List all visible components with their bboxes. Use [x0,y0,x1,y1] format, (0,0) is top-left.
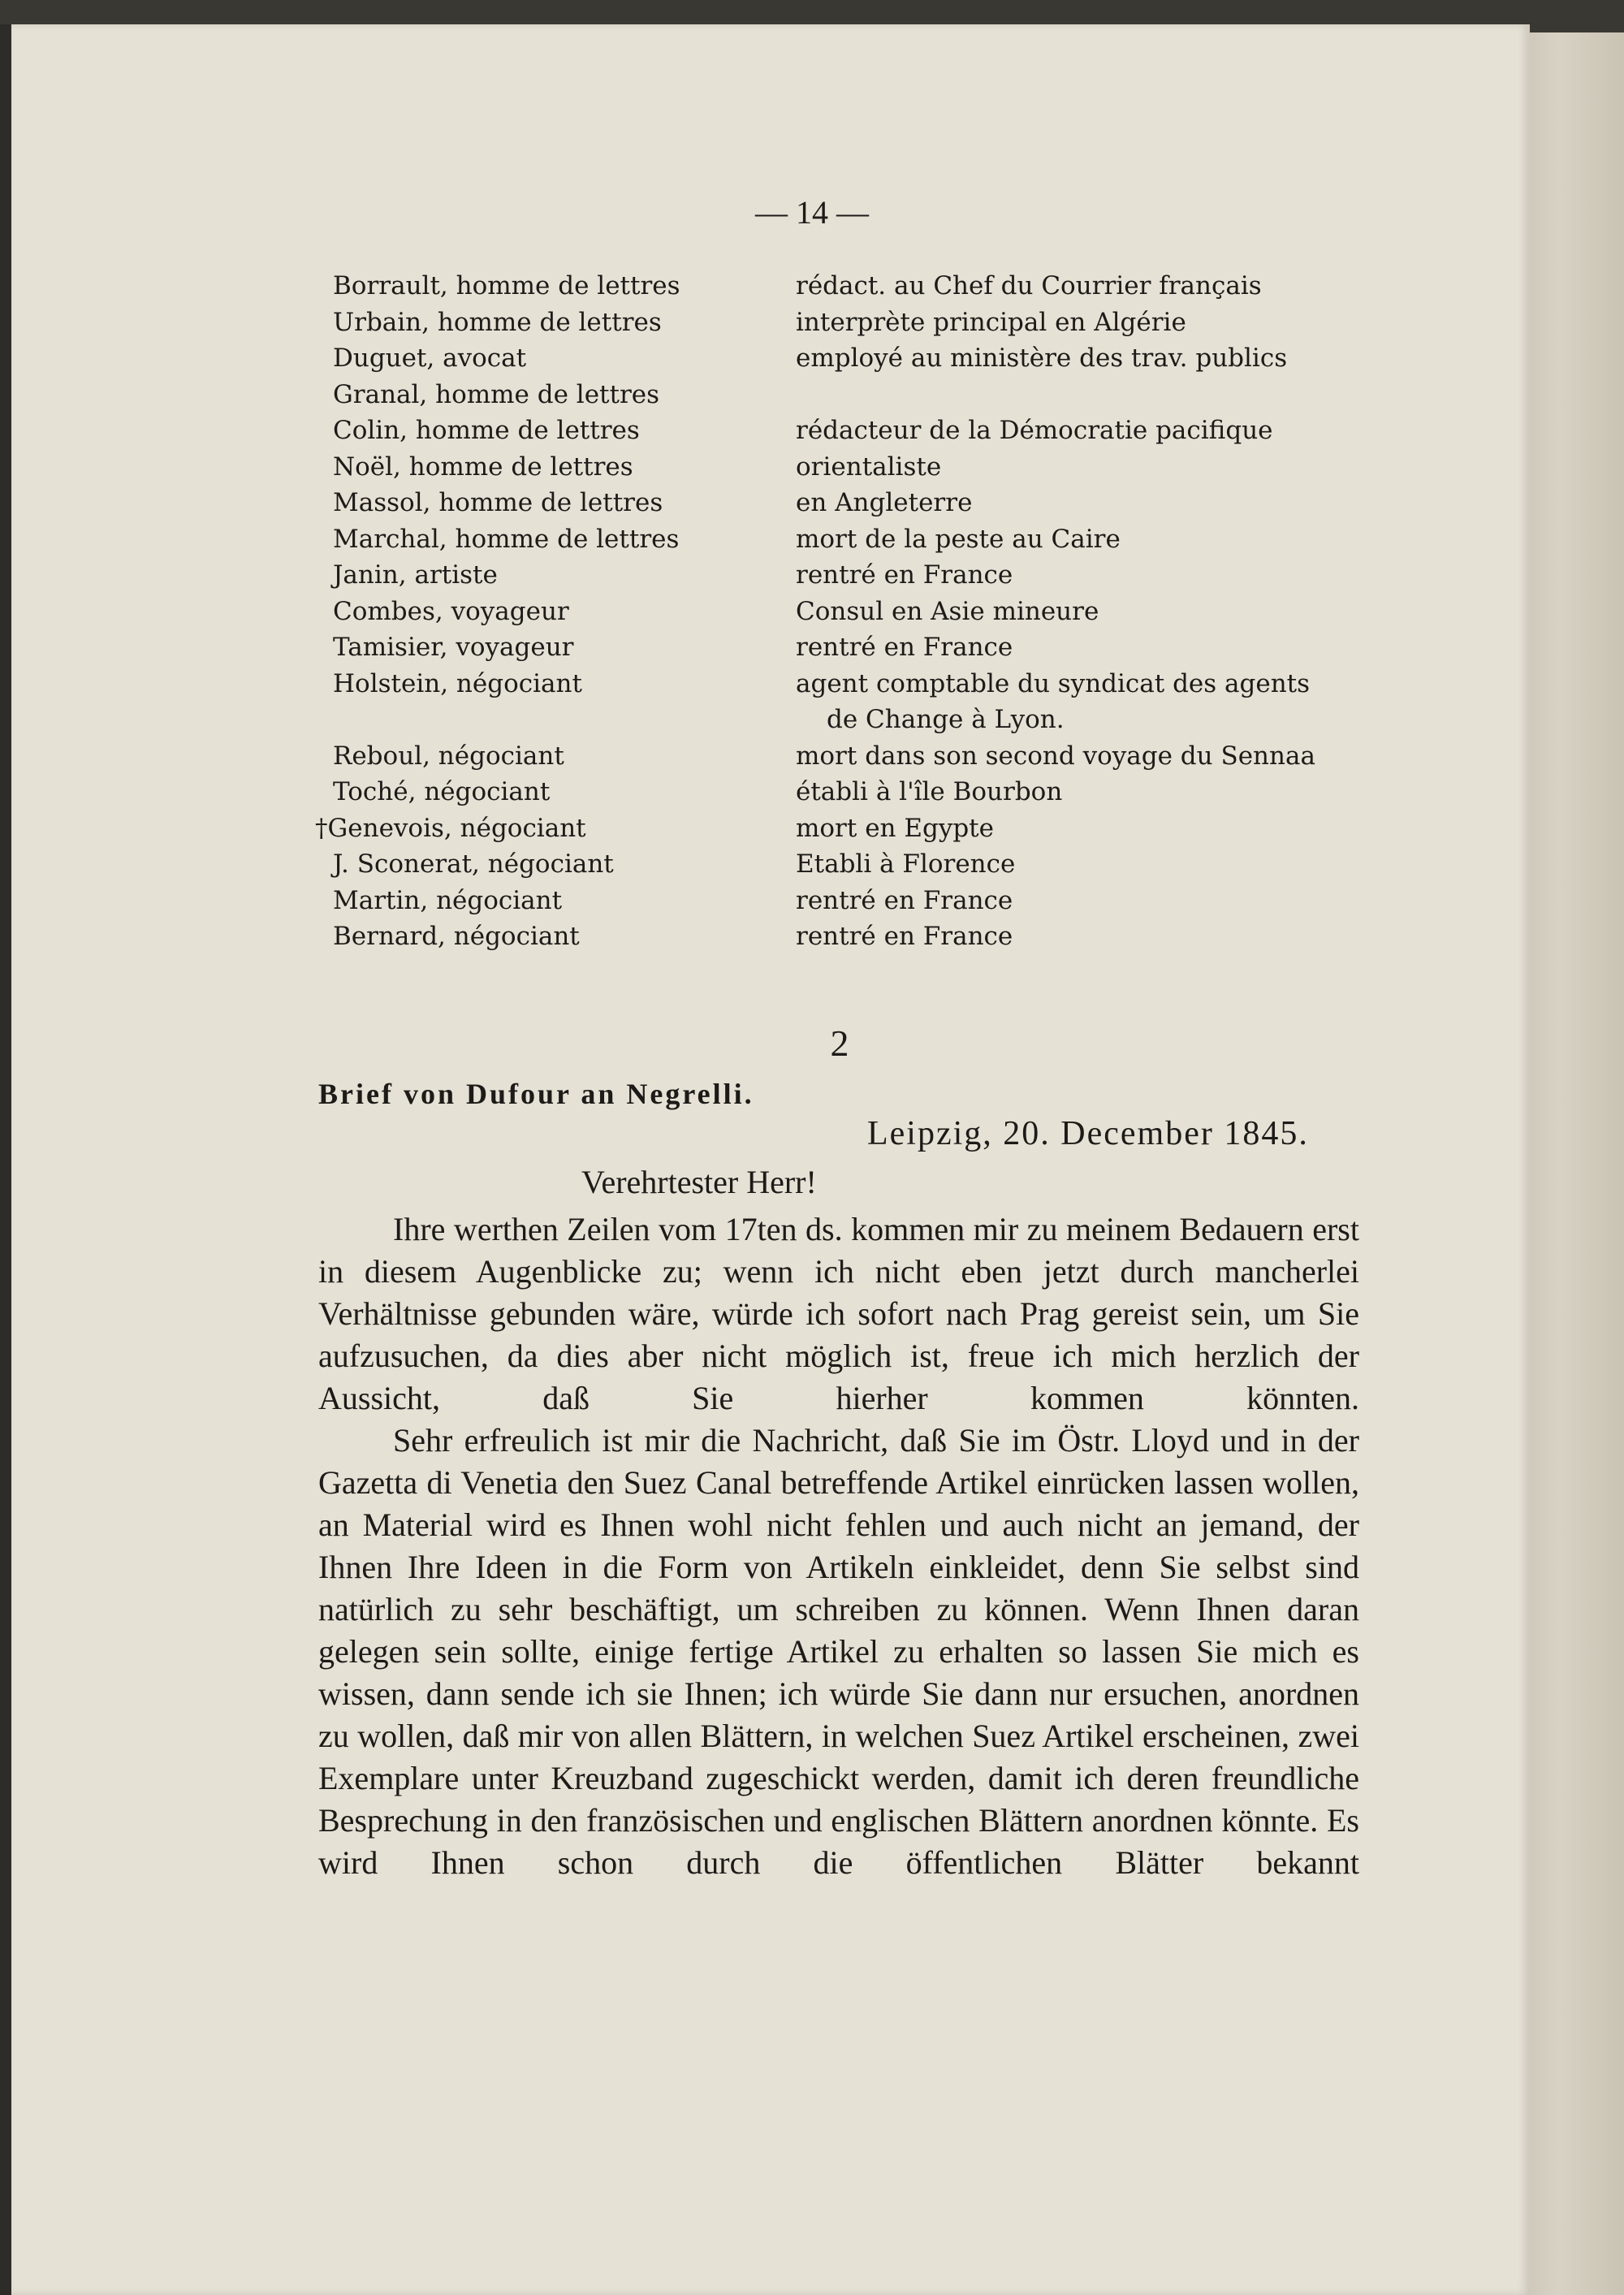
roster-name: Massol, homme de lettres [333,488,663,517]
roster-note-continued: de Change à Lyon. [827,705,1065,734]
roster-note: rentré en France [796,560,1013,590]
letter-body [318,1208,1359,1884]
roster-note: employé au ministère des trav. publics [796,344,1288,373]
roster-name: Combes, voyageur [333,596,569,626]
roster-name: Reboul, négociant [333,741,564,771]
roster-note: Consul en Asie mineure [796,596,1099,626]
page-number: — 14 — [755,194,869,231]
roster-name: Bernard, négociant [333,922,580,951]
roster-names-column [315,268,771,955]
letter-salutation: Verehrtester Herr! [581,1164,817,1200]
roster-name: Toché, négociant [333,777,551,806]
roster-note: mort en Egypte [796,813,994,843]
letter-paragraph: Ihre werthen Zeilen vom 17ten ds. kommen mir zu meinem Bedauern erst in diesem Augenblicke zu; wenn ich nicht eben jetzt durch mancherlei Verhältnisse gebunden wäre, würde ich sofort nach Prag gereist sein, um Sie aufzusuchen, da dies aber nicht möglich ist, freue ich mich herzlich der Aussicht, daß Sie hierher kommen könnten. [318,1211,1359,1416]
roster-name: Holstein, négociant [333,668,582,698]
roster-notes-column [796,268,1380,955]
roster-name: J. Sconerat, négociant [333,849,614,879]
roster-note: rentré en France [796,922,1013,951]
section-number: 2 [830,1022,849,1064]
roster-spacer [333,702,771,738]
roster-note: agent comptable du syndicat des agents [796,668,1311,698]
roster-spacer [796,377,1380,413]
roster-name: Borrault, homme de lettres [333,271,680,300]
roster-name: Tamisier, voyageur [333,633,574,662]
roster-name: Janin, artiste [333,560,498,590]
roster-note: rédacteur de la Démocratie pacifique [796,416,1273,445]
roster-note: rentré en France [796,633,1013,662]
roster-name-deceased: †Genevois, négociant [315,813,586,843]
roster-note: rédact. au Chef du Courrier français [796,271,1262,300]
roster-note: rentré en France [796,885,1013,915]
roster-name: Urbain, homme de lettres [333,307,662,337]
roster-name: Martin, négociant [333,885,563,915]
letter-place-date: Leipzig, 20. December 1845. [867,1115,1309,1152]
roster-name: Noël, homme de lettres [333,452,633,482]
book-binding [0,24,11,2295]
roster-note: mort de la peste au Caire [796,524,1121,554]
roster-note: mort dans son second voyage du Sennaa [796,741,1315,771]
roster-name: Duguet, avocat [333,344,527,373]
roster-note: orientaliste [796,452,942,482]
roster-name: Granal, homme de lettres [333,379,660,409]
next-page-edge [1530,32,1624,2295]
letter-paragraph: Sehr erfreulich ist mir die Nachricht, daß Sie im Östr. Lloyd und in der Gazetta di Venetia den Suez Canal betreffende Artikel einrücken lassen wollen, an Material wird es Ihnen wohl nicht fehlen und auch nicht an jemand, der Ihnen Ihre Ideen in die Form von Artikeln einkleidet, denn Sie selbst sind natürlich zu sehr beschäftigt, um schreiben zu können. Wenn Ihnen daran gelegen sein sollte, einige fertige Artikel zu erhalten so lassen Sie mich es wissen, dann sende ich sie Ihnen; ich würde Sie dann nur ersuchen, anordnen zu wollen, daß mir von allen Blättern, in welchen Suez Artikel erscheinen, zwei Exemplare unter Kreuzband zugeschickt werden, damit ich deren freundliche Besprechung in den französischen und englischen Blättern anordnen könnte. Es wird Ihnen schon durch die öffentlichen Blätter bekannt [318,1422,1359,1881]
roster-note: interprète principal en Algérie [796,307,1186,337]
roster-note: en Angleterre [796,488,973,517]
roster-note: Etabli à Florence [796,849,1016,879]
roster-name: Colin, homme de lettres [333,416,640,445]
roster-note: établi à l'île Bourbon [796,777,1063,806]
roster-name: Marchal, homme de lettres [333,524,680,554]
letter-heading: Brief von Dufour an Negrelli. [318,1078,754,1110]
